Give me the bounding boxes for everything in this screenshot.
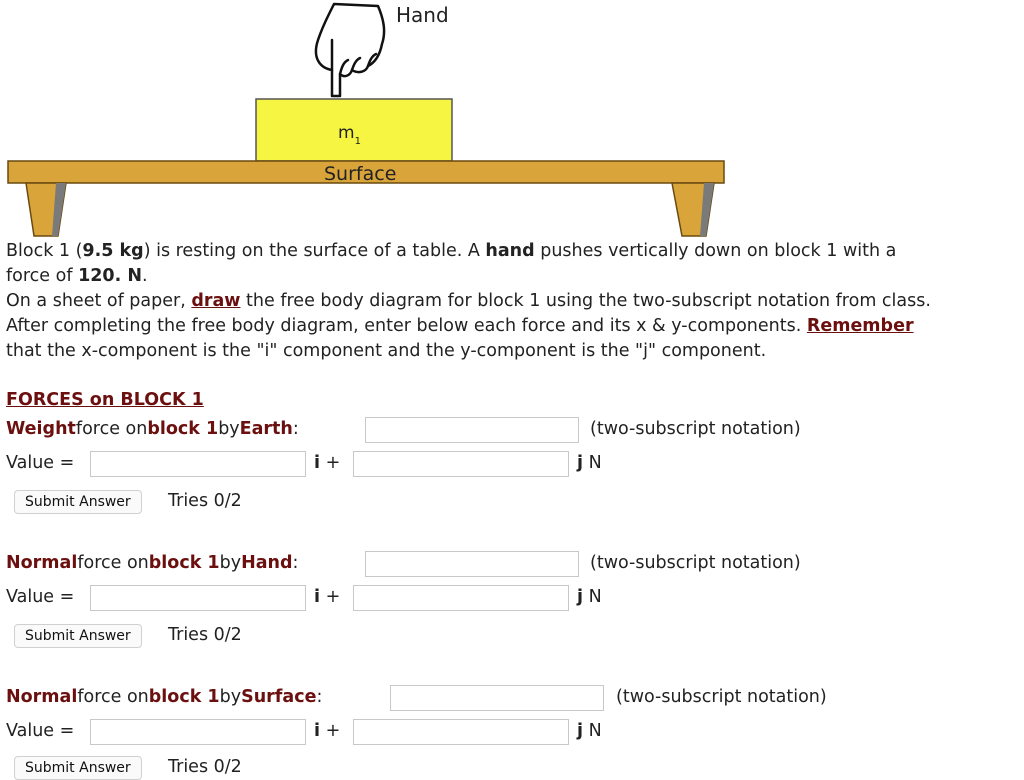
problem-text: .	[141, 266, 148, 286]
value-label-text: Value =	[6, 721, 75, 741]
j-unit-vector: j	[577, 587, 583, 607]
force-type: Normal	[6, 687, 78, 707]
plus-sign: +	[320, 453, 341, 473]
force-label-text: force on	[77, 553, 149, 573]
plus-sign: +	[320, 721, 341, 741]
hand-word: hand	[485, 241, 535, 261]
newton-unit: N	[583, 721, 602, 741]
submit-answer-button-normal-surface[interactable]: Submit Answer	[14, 756, 142, 780]
i-unit-vector: i	[314, 453, 320, 473]
problem-line-4	[6, 314, 914, 339]
j-component-input-normal-surface[interactable]	[353, 719, 569, 745]
tries-counter: Tries 0/2	[168, 491, 242, 511]
force-block: block 1	[147, 419, 219, 439]
problem-text: force of	[6, 266, 79, 286]
force-agent: Surface	[241, 687, 317, 707]
value-label-text: Value =	[6, 453, 75, 473]
value-label	[6, 587, 74, 607]
force-label-text: force on	[77, 687, 149, 707]
i-suffix	[314, 587, 340, 607]
force-label-text: by	[218, 419, 240, 439]
table-leg-left	[26, 183, 66, 236]
newton-unit: N	[583, 453, 602, 473]
remember-word: Remember	[806, 316, 914, 336]
force-block: block 1	[148, 553, 220, 573]
problem-text: pushes vertically down on block 1 with a	[534, 241, 897, 261]
force-type: Weight	[6, 419, 76, 439]
tries-counter: Tries 0/2	[168, 757, 242, 777]
force-label-text: by	[219, 553, 242, 573]
figure-svg	[0, 0, 1024, 240]
mass-value: 9.5 kg	[82, 241, 144, 261]
force-block: block 1	[148, 687, 220, 707]
draw-word: draw	[191, 291, 241, 311]
j-component-input-weight-earth[interactable]	[353, 451, 569, 477]
j-component-input-normal-hand[interactable]	[353, 585, 569, 611]
problem-line-5	[6, 339, 766, 364]
value-label-text: Value =	[6, 587, 75, 607]
surface-label: Surface	[324, 163, 397, 185]
notation-hint: (two-subscript notation)	[590, 419, 801, 439]
force-label-text: :	[292, 419, 299, 439]
force-value: 120. N	[78, 266, 142, 286]
force-label-weight-earth	[6, 419, 299, 439]
block-label: $m_1$	[338, 123, 361, 147]
force-label-text: force on	[75, 419, 148, 439]
problem-text: ) is resting on the surface of a table. A	[143, 241, 486, 261]
j-suffix	[577, 721, 602, 741]
problem-line-2	[6, 264, 148, 289]
plus-sign: +	[320, 587, 341, 607]
hand-label: Hand	[396, 3, 449, 27]
j-suffix	[577, 453, 602, 473]
problem-text: After completing the free body diagram, enter below each force and its x & y-components.	[6, 316, 807, 336]
problem-text: Block 1 (	[6, 241, 83, 261]
force-label-text: by	[219, 687, 242, 707]
submit-answer-button-normal-hand[interactable]: Submit Answer	[14, 624, 142, 648]
j-unit-vector: j	[577, 721, 583, 741]
i-suffix	[314, 453, 340, 473]
j-suffix	[577, 587, 602, 607]
i-suffix	[314, 721, 340, 741]
i-unit-vector: i	[314, 721, 320, 741]
force-label-text: :	[292, 553, 299, 573]
notation-input-normal-hand[interactable]	[365, 551, 579, 577]
hand-icon	[316, 4, 384, 96]
j-unit-vector: j	[577, 453, 583, 473]
force-agent: Earth	[239, 419, 293, 439]
i-component-input-normal-hand[interactable]	[90, 585, 306, 611]
tries-counter: Tries 0/2	[168, 625, 242, 645]
notation-input-normal-surface[interactable]	[390, 685, 604, 711]
force-type: Normal	[6, 553, 78, 573]
force-label-normal-surface	[6, 687, 322, 707]
i-unit-vector: i	[314, 587, 320, 607]
problem-text: that the x-component is the "i" component and the y-component is the "j" component.	[6, 341, 767, 361]
table-leg-right	[672, 183, 714, 236]
forces-heading: FORCES on BLOCK 1	[6, 390, 204, 410]
notation-input-weight-earth[interactable]	[365, 417, 579, 443]
submit-answer-button-weight-earth[interactable]: Submit Answer	[14, 490, 142, 514]
problem-line-1	[6, 239, 896, 264]
notation-hint: (two-subscript notation)	[590, 553, 801, 573]
block-on-table-figure	[0, 0, 1024, 240]
notation-hint: (two-subscript notation)	[616, 687, 827, 707]
problem-line-3	[6, 289, 931, 314]
value-label	[6, 453, 74, 473]
problem-text: the free body diagram for block 1 using the two-subscript notation from class.	[240, 291, 931, 311]
force-agent: Hand	[241, 553, 293, 573]
i-component-input-normal-surface[interactable]	[90, 719, 306, 745]
i-component-input-weight-earth[interactable]	[90, 451, 306, 477]
value-label	[6, 721, 74, 741]
newton-unit: N	[583, 587, 602, 607]
problem-text: On a sheet of paper,	[6, 291, 192, 311]
force-label-text: :	[316, 687, 323, 707]
force-label-normal-hand	[6, 553, 298, 573]
